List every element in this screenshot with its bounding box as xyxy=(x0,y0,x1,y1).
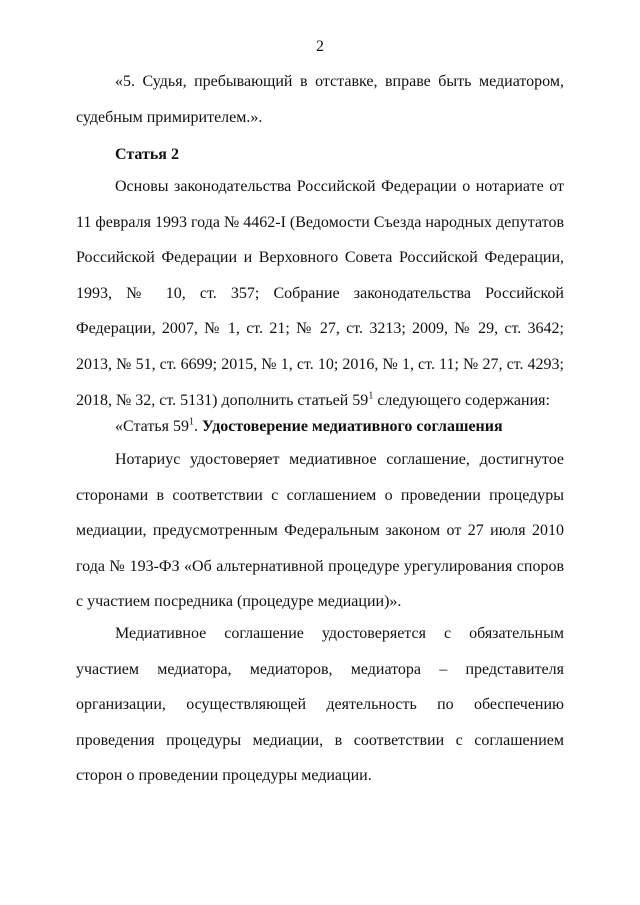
paragraph-text: Нотариус удостоверяет медиативное соглашение, достигнутое сторонами в соответствии с соглашением о проведении процедуры медиации, предусмотренным Федеральным законом от 27 июля 2010 года № 193-ФЗ «Об альтернативной процедуре урегулирования споров с участием посредника (процедуре медиации)». xyxy=(76,451,564,611)
paragraph-retired-judge xyxy=(76,64,564,135)
article-title-text: Удостоверение медиативного соглашения xyxy=(201,418,503,435)
paragraph-text: Медиативное соглашение удостоверяется с обязательным участием медиатора, медиаторов, медиатора – представителя организации, осуществляющей деятельность по обеспечению проведения процедуры медиации, в соответствии с соглашением сторон о проведении процедуры медиации. xyxy=(76,625,564,785)
paragraph-amendment xyxy=(76,169,564,418)
superscript: 1 xyxy=(368,390,374,402)
article-59-1-title xyxy=(115,417,503,437)
article-heading: Статья 2 xyxy=(115,146,179,163)
paragraph-text: следующего содержания: xyxy=(373,391,550,409)
paragraph-notary xyxy=(76,442,564,620)
article-prefix: «Статья 59 xyxy=(115,418,189,435)
paragraph-mediation-agreement xyxy=(76,616,564,794)
article-dot: . xyxy=(193,418,202,435)
paragraph-text: Основы законодательства Российской Федерации о нотариате от 11 февраля 1993 года № 4462-I (Ведомости Съезда народных депутатов Российской Федерации и Верховного Совета Российской Федерации, 1993, № 10, ст. 357; Собрание законодательства Российской Федерации, 2007, № 1, ст. 21; № 27, ст. 3213; 2009, № 29, ст. 3642; 2013, № 51, ст. 6699; 2015, № 1, ст. 10; 2016, № 1, ст. 11; № 27, ст. 4293; 2018, № 32, ст. 5131) дополнить статьей 59 xyxy=(76,178,564,409)
page-number: 2 xyxy=(316,38,324,55)
superscript: 1 xyxy=(188,416,194,428)
paragraph-text: «5. Судья, пребывающий в отставке, вправе быть медиатором, судебным примирителем.». xyxy=(76,73,564,126)
